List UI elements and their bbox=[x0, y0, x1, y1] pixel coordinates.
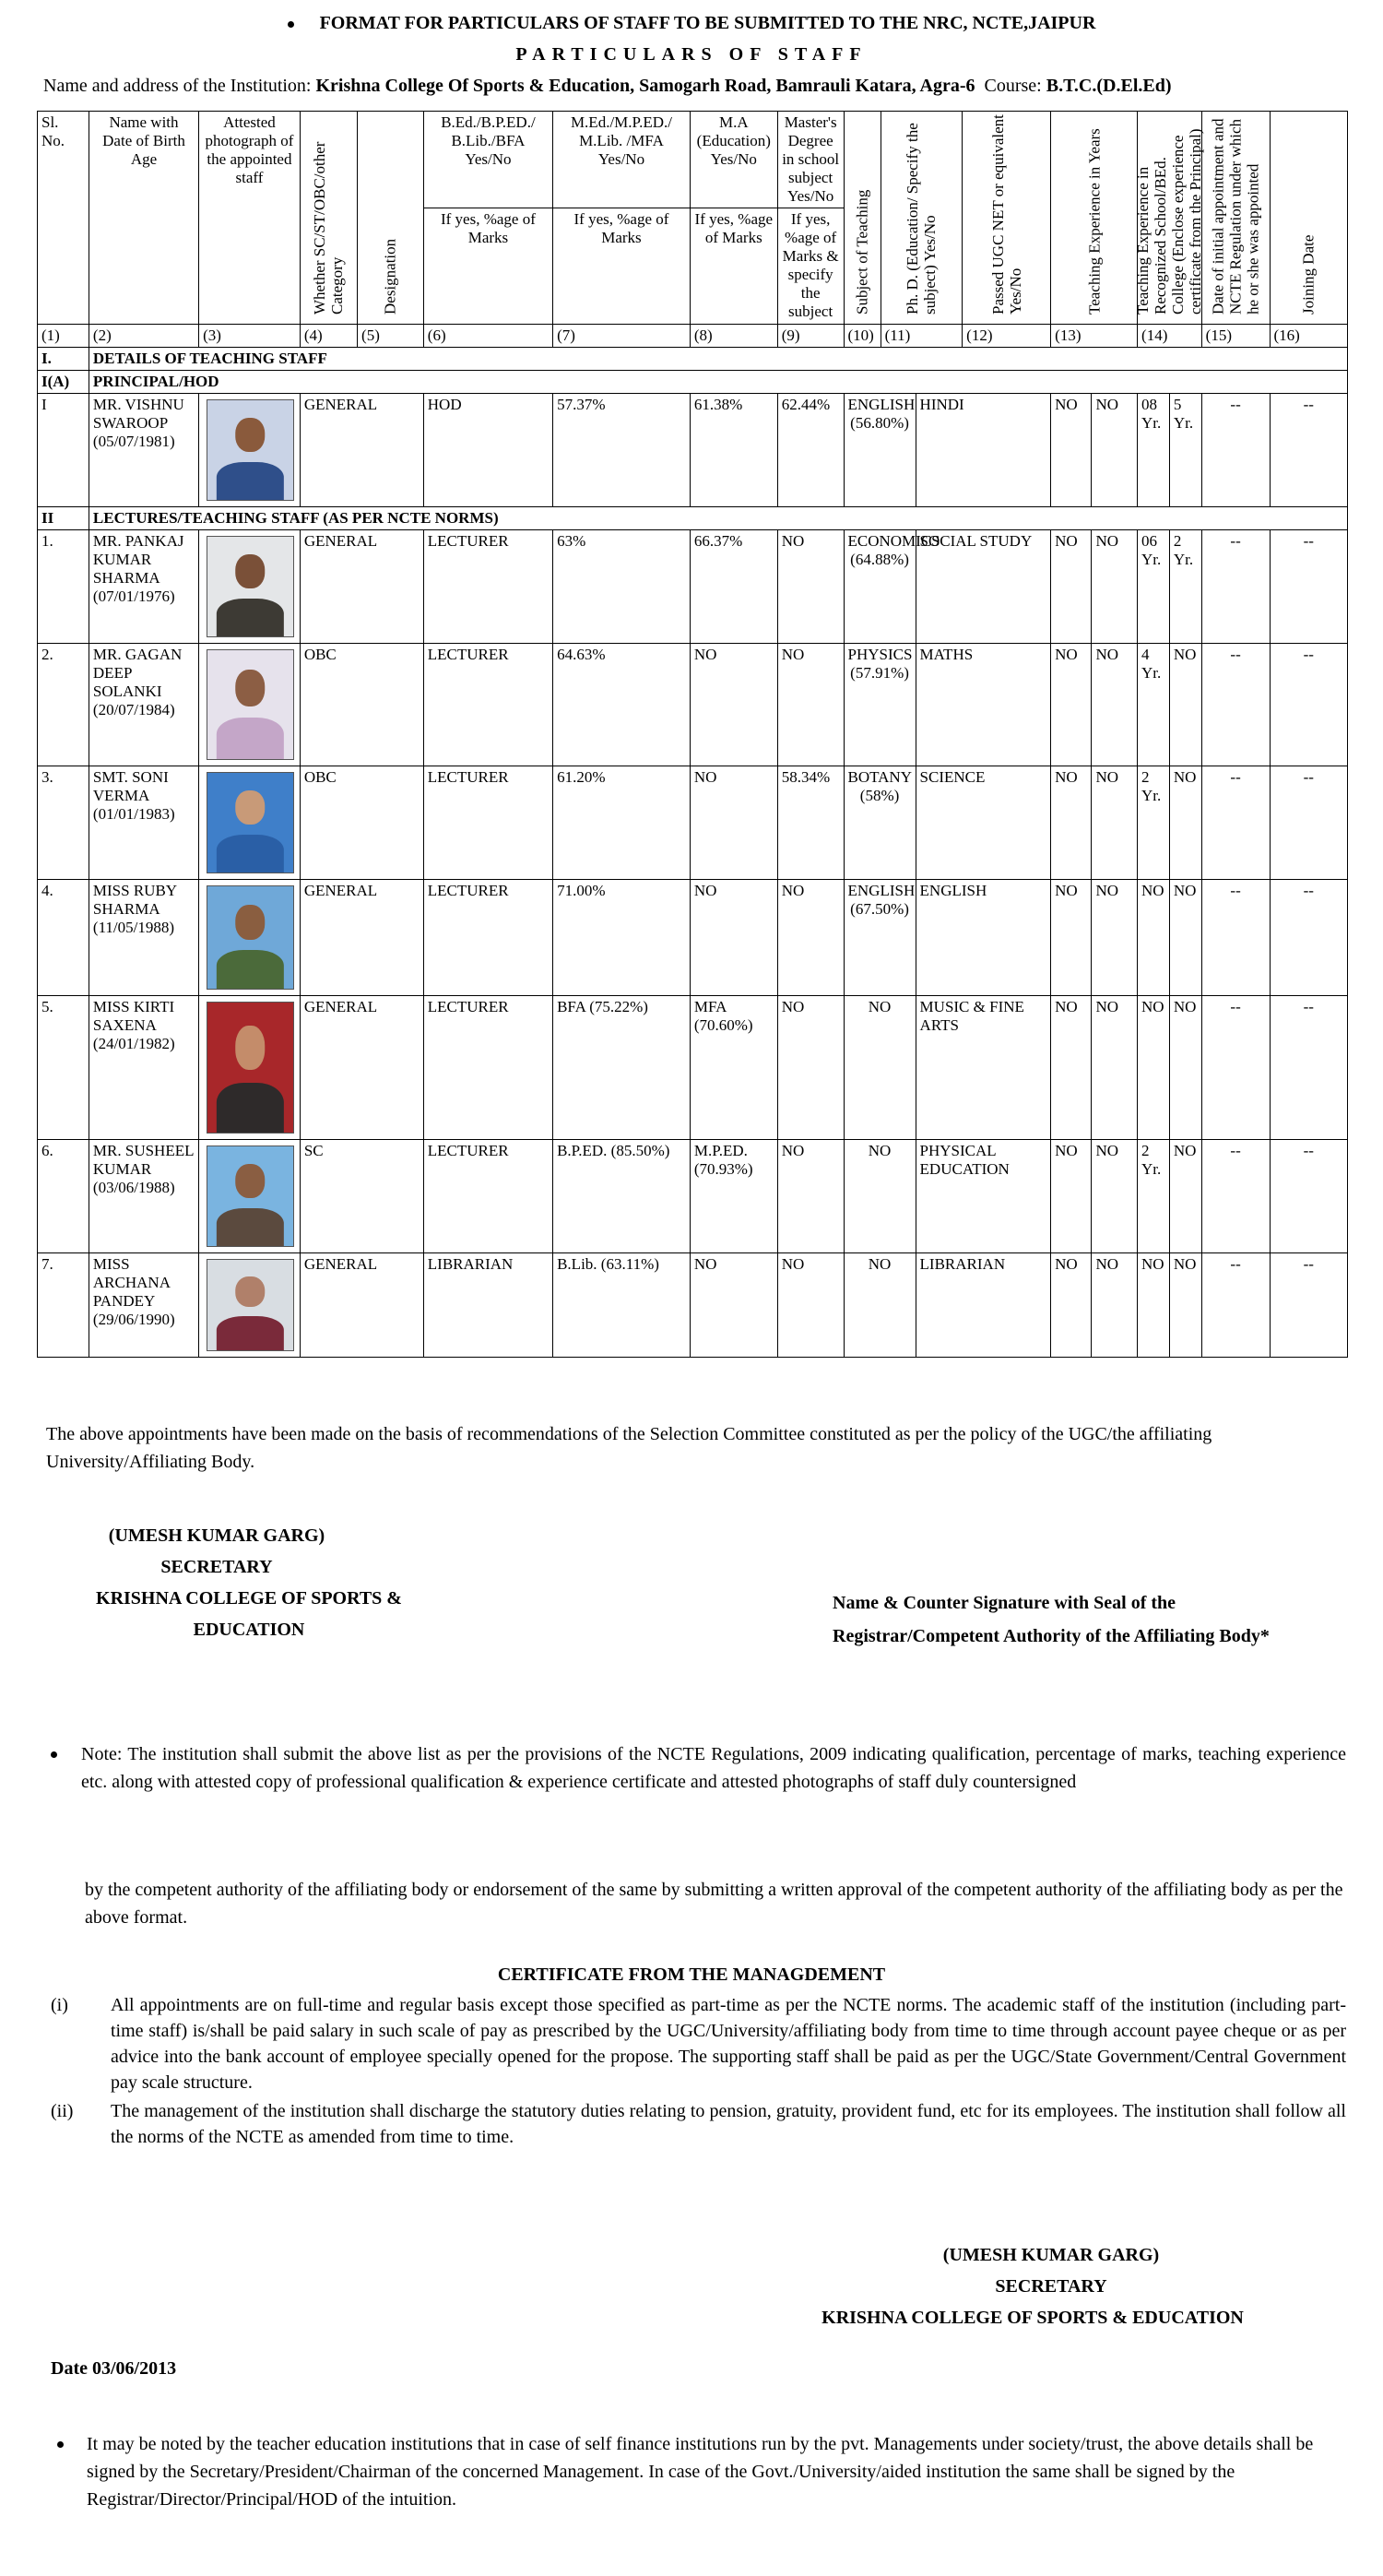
staff-phd: NO bbox=[1051, 644, 1092, 766]
staff-name: MISS RUBY SHARMA (11/05/1988) bbox=[89, 880, 198, 996]
staff-phd: NO bbox=[1051, 766, 1092, 880]
staff-photo bbox=[207, 1259, 294, 1351]
staff-experience-recognized: NO bbox=[1169, 766, 1201, 880]
col-number: (15) bbox=[1201, 325, 1270, 348]
photo-cell bbox=[199, 644, 301, 766]
signatory-org: KRISHNA COLLEGE OF SPORTS & EDUCATION bbox=[96, 1588, 402, 1640]
staff-category: SC bbox=[300, 1140, 423, 1253]
staff-number: I bbox=[38, 394, 89, 507]
header-med-sub: If yes, %age of Marks bbox=[553, 208, 691, 325]
signatory-title: SECRETARY bbox=[995, 2276, 1107, 2297]
staff-category: GENERAL bbox=[300, 1253, 423, 1358]
header-bed-sub: If yes, %age of Marks bbox=[423, 208, 552, 325]
staff-joining-date: -- bbox=[1270, 996, 1348, 1140]
certificate-item bbox=[51, 2098, 1346, 2150]
form-title bbox=[0, 13, 1383, 34]
staff-ugc: NO bbox=[1092, 766, 1138, 880]
staff-ma: NO bbox=[777, 644, 844, 766]
staff-experience: NO bbox=[1138, 880, 1170, 996]
photo-head bbox=[236, 554, 266, 588]
staff-name: MR. VISHNU SWAROOP (05/07/1981) bbox=[89, 394, 198, 507]
col-number: (5) bbox=[358, 325, 424, 348]
certificate-item-text: The management of the institution shall discharge the statutory duties relating to pension, gratuity, provident fund, etc for its employees. The institution shall follow all the norms of the NCTE as amended from time to time. bbox=[111, 2101, 1346, 2147]
section-row bbox=[38, 371, 1348, 394]
staff-name: MR. GAGAN DEEP SOLANKI (20/07/1984) bbox=[89, 644, 198, 766]
header-experience: Teaching Experience in Years bbox=[1051, 112, 1138, 325]
date-line: Date 03/06/2013 bbox=[51, 2358, 177, 2379]
staff-masters: NO bbox=[844, 1140, 916, 1253]
photo-cell bbox=[199, 1253, 301, 1358]
header-subject: Subject of Teaching bbox=[844, 112, 881, 325]
staff-masters: NO bbox=[844, 1253, 916, 1358]
header-med: M.Ed./M.P.ED./ M.Lib. /MFA Yes/No bbox=[553, 112, 691, 208]
staff-number: 6. bbox=[38, 1140, 89, 1253]
signatory-title: SECRETARY bbox=[160, 1557, 273, 1577]
institution-label: Name and address of the Institution: bbox=[43, 76, 312, 96]
staff-category: GENERAL bbox=[300, 996, 423, 1140]
table-row bbox=[38, 530, 1348, 644]
staff-name: SMT. SONI VERMA (01/01/1983) bbox=[89, 766, 198, 880]
staff-date-initial: -- bbox=[1201, 880, 1270, 996]
staff-masters: ENGLISH (67.50%) bbox=[844, 880, 916, 996]
staff-category: GENERAL bbox=[300, 394, 423, 507]
staff-subject: SCIENCE bbox=[916, 766, 1051, 880]
photo-body bbox=[217, 599, 283, 636]
staff-number: 5. bbox=[38, 996, 89, 1140]
staff-ugc: NO bbox=[1092, 530, 1138, 644]
counter-signature-line1: Name & Counter Signature with Seal of the bbox=[833, 1593, 1176, 1613]
staff-med: MFA (70.60%) bbox=[690, 996, 777, 1140]
staff-photo bbox=[207, 536, 294, 637]
staff-med: NO bbox=[690, 644, 777, 766]
col-number: (9) bbox=[777, 325, 844, 348]
photo-head bbox=[236, 905, 266, 940]
header-category: Whether SC/ST/OBC/other Category bbox=[300, 112, 357, 325]
photo-head bbox=[236, 418, 266, 452]
header-row bbox=[38, 112, 1348, 208]
certificate-item-number: (i) bbox=[51, 1995, 68, 2015]
staff-med: 66.37% bbox=[690, 530, 777, 644]
col-number: (1) bbox=[38, 325, 89, 348]
staff-subject: LIBRARIAN bbox=[916, 1253, 1051, 1358]
signatory-name: (UMESH KUMAR GARG) bbox=[108, 1525, 325, 1546]
staff-date-initial: -- bbox=[1201, 394, 1270, 507]
staff-experience-recognized: 2 Yr. bbox=[1169, 530, 1201, 644]
section-number: I(A) bbox=[38, 371, 89, 394]
staff-experience-recognized: NO bbox=[1169, 1253, 1201, 1358]
photo-cell bbox=[199, 766, 301, 880]
staff-number: 7. bbox=[38, 1253, 89, 1358]
note-text: Note: The institution shall submit the above list as per the provisions of the NCTE Regulations, 2009 indicating qualification, percentage of marks, teaching experience etc. along with attested copy of professional qualification & experience certificate and attested photographs of staff duly countersigned bbox=[81, 1744, 1346, 1792]
staff-med: M.P.ED. (70.93%) bbox=[690, 1140, 777, 1253]
col-number: (8) bbox=[690, 325, 777, 348]
staff-experience: 2 Yr. bbox=[1138, 1140, 1170, 1253]
staff-masters: BOTANY (58%) bbox=[844, 766, 916, 880]
table-row bbox=[38, 1140, 1348, 1253]
course-label: Course: bbox=[984, 76, 1042, 96]
table-row bbox=[38, 766, 1348, 880]
staff-designation: HOD bbox=[423, 394, 552, 507]
staff-ugc: NO bbox=[1092, 1253, 1138, 1358]
staff-date-initial: -- bbox=[1201, 644, 1270, 766]
staff-date-initial: -- bbox=[1201, 1140, 1270, 1253]
staff-photo bbox=[207, 885, 294, 990]
staff-med: NO bbox=[690, 880, 777, 996]
header-ugc: Passed UGC NET or equivalent Yes/No bbox=[963, 112, 1051, 325]
section-number: I. bbox=[38, 348, 89, 371]
staff-ma: 58.34% bbox=[777, 766, 844, 880]
staff-masters: ECONOMICS (64.88%) bbox=[844, 530, 916, 644]
staff-ma: 62.44% bbox=[777, 394, 844, 507]
col-number: (2) bbox=[89, 325, 198, 348]
staff-phd: NO bbox=[1051, 394, 1092, 507]
staff-category: OBC bbox=[300, 644, 423, 766]
staff-rows bbox=[38, 530, 1348, 1358]
staff-date-initial: -- bbox=[1201, 766, 1270, 880]
header-masters-sub: If yes, %age of Marks & specify the subject bbox=[777, 208, 844, 325]
appointments-statement: The above appointments have been made on the basis of recommendations of the Selection Committee constituted as per the policy of the UGC/the affiliating University/Affiliating Body. bbox=[46, 1424, 1212, 1472]
bullet-icon bbox=[288, 21, 294, 28]
col-number: (14) bbox=[1138, 325, 1202, 348]
staff-phd: NO bbox=[1051, 1140, 1092, 1253]
photo-body bbox=[217, 950, 283, 989]
table-row bbox=[38, 880, 1348, 996]
staff-name: MISS ARCHANA PANDEY (29/06/1990) bbox=[89, 1253, 198, 1358]
header-photo: Attested photograph of the appointed staff bbox=[199, 112, 301, 325]
staff-experience: 4 Yr. bbox=[1138, 644, 1170, 766]
header-phd: Ph. D. (Education/ Specify the subject) Yes/No bbox=[881, 112, 963, 325]
signatory-block bbox=[51, 1520, 447, 1645]
staff-name: MR. PANKAJ KUMAR SHARMA (07/01/1976) bbox=[89, 530, 198, 644]
staff-bed: 57.37% bbox=[553, 394, 691, 507]
staff-subject: MATHS bbox=[916, 644, 1051, 766]
staff-table bbox=[37, 111, 1348, 1358]
staff-ma: NO bbox=[777, 1253, 844, 1358]
section-title: LECTURES/TEACHING STAFF (AS PER NCTE NORMS) bbox=[89, 507, 1347, 530]
photo-cell bbox=[199, 530, 301, 644]
signatory-org: KRISHNA COLLEGE OF SPORTS & EDUCATION bbox=[822, 2308, 1244, 2328]
staff-phd: NO bbox=[1051, 1253, 1092, 1358]
section-title: PRINCIPAL/HOD bbox=[89, 371, 1347, 394]
staff-photo bbox=[207, 772, 294, 873]
table-row bbox=[38, 1253, 1348, 1358]
staff-date-initial: -- bbox=[1201, 996, 1270, 1140]
header-ma: M.A (Education) Yes/No bbox=[690, 112, 777, 208]
header-designation: Designation bbox=[358, 112, 424, 325]
staff-phd: NO bbox=[1051, 530, 1092, 644]
staff-bed: BFA (75.22%) bbox=[553, 996, 691, 1140]
course-value: B.T.C.(D.El.Ed) bbox=[1046, 76, 1172, 96]
photo-body bbox=[217, 462, 283, 500]
staff-experience: 2 Yr. bbox=[1138, 766, 1170, 880]
staff-number: 1. bbox=[38, 530, 89, 644]
staff-experience: 06 Yr. bbox=[1138, 530, 1170, 644]
staff-number: 2. bbox=[38, 644, 89, 766]
col-number: (13) bbox=[1051, 325, 1138, 348]
bullet-icon bbox=[57, 2441, 64, 2448]
certificate-item-text: All appointments are on full-time and regular basis except those specified as part-time as per the NCTE norms. The academic staff of the institution (including part-time staff) is/shall be paid salary in such scale of pay as prescribed by the UGC/University/affiliating body from time to time through account payee cheque or as per advice into the bank account of employee specially opened for the propose. The supporting staff shall be paid as per the UGC/State Government/Central Government pay scale structure. bbox=[111, 1995, 1346, 2093]
staff-date-initial: -- bbox=[1201, 1253, 1270, 1358]
certificate-title: CERTIFICATE FROM THE MANAGDEMENT bbox=[497, 1965, 886, 1985]
photo-body bbox=[217, 1083, 283, 1133]
staff-number: 3. bbox=[38, 766, 89, 880]
staff-category: GENERAL bbox=[300, 530, 423, 644]
staff-joining-date: -- bbox=[1270, 530, 1348, 644]
staff-med: 61.38% bbox=[690, 394, 777, 507]
photo-body bbox=[217, 718, 283, 759]
staff-ugc: NO bbox=[1092, 1140, 1138, 1253]
staff-ugc: NO bbox=[1092, 394, 1138, 507]
staff-experience-recognized: NO bbox=[1169, 996, 1201, 1140]
staff-designation: LECTURER bbox=[423, 1140, 552, 1253]
staff-phd: NO bbox=[1051, 996, 1092, 1140]
staff-category: GENERAL bbox=[300, 880, 423, 996]
staff-ugc: NO bbox=[1092, 644, 1138, 766]
staff-ma: NO bbox=[777, 1140, 844, 1253]
staff-joining-date: -- bbox=[1270, 766, 1348, 880]
table-row bbox=[38, 644, 1348, 766]
staff-bed: 71.00% bbox=[553, 880, 691, 996]
photo-head bbox=[236, 670, 266, 706]
photo-cell bbox=[199, 1140, 301, 1253]
header-experience-recognized: Teaching Experience in Recognized School/BEd. College (Enclose experience certificate from the Principal) bbox=[1138, 112, 1202, 325]
photo-body bbox=[217, 1316, 283, 1350]
form-title-text: FORMAT FOR PARTICULARS OF STAFF TO BE SUBMITTED TO THE NRC, NCTE,JAIPUR bbox=[319, 13, 1096, 33]
photo-head bbox=[236, 1276, 266, 1307]
staff-ma: NO bbox=[777, 996, 844, 1140]
institution-line bbox=[43, 76, 1172, 97]
photo-body bbox=[217, 835, 283, 873]
staff-photo bbox=[207, 649, 294, 760]
staff-experience-recognized: NO bbox=[1169, 1140, 1201, 1253]
staff-joining-date: -- bbox=[1270, 394, 1348, 507]
institution-value: Krishna College Of Sports & Education, Samogarh Road, Bamrauli Katara, Agra-6 bbox=[315, 76, 975, 96]
certificate-item bbox=[51, 1992, 1346, 2095]
principal-row bbox=[38, 394, 1348, 507]
signatory-block-bottom bbox=[793, 2239, 1272, 2333]
staff-designation: LECTURER bbox=[423, 880, 552, 996]
note-block bbox=[51, 1740, 1346, 1796]
staff-subject: SOCIAL STUDY bbox=[916, 530, 1051, 644]
staff-joining-date: -- bbox=[1270, 880, 1348, 996]
staff-number: 4. bbox=[38, 880, 89, 996]
staff-subject: PHYSICAL EDUCATION bbox=[916, 1140, 1051, 1253]
section-row bbox=[38, 348, 1348, 371]
section-row bbox=[38, 507, 1348, 530]
header-bed: B.Ed./B.P.ED./ B.Lib./BFA Yes/No bbox=[423, 112, 552, 208]
photo-cell bbox=[199, 394, 301, 507]
staff-phd: NO bbox=[1051, 880, 1092, 996]
staff-photo bbox=[207, 1002, 294, 1134]
staff-bed: B.Lib. (63.11%) bbox=[553, 1253, 691, 1358]
staff-experience: NO bbox=[1138, 996, 1170, 1140]
staff-joining-date: -- bbox=[1270, 644, 1348, 766]
photo-cell bbox=[199, 880, 301, 996]
photo-head bbox=[236, 790, 266, 825]
header-ma-sub: If yes, %age of Marks bbox=[690, 208, 777, 325]
bullet-icon bbox=[51, 1751, 57, 1758]
staff-designation: LECTURER bbox=[423, 530, 552, 644]
staff-joining-date: -- bbox=[1270, 1140, 1348, 1253]
col-number: (12) bbox=[963, 325, 1051, 348]
col-number: (10) bbox=[844, 325, 881, 348]
staff-subject: HINDI bbox=[916, 394, 1051, 507]
form-subtitle: PARTICULARS OF STAFF bbox=[515, 44, 868, 65]
staff-ugc: NO bbox=[1092, 996, 1138, 1140]
header-joining-date: Joining Date bbox=[1270, 112, 1348, 325]
staff-bed: B.P.ED. (85.50%) bbox=[553, 1140, 691, 1253]
staff-name: MISS KIRTI SAXENA (24/01/1982) bbox=[89, 996, 198, 1140]
staff-subject: MUSIC & FINE ARTS bbox=[916, 996, 1051, 1140]
staff-bed: 61.20% bbox=[553, 766, 691, 880]
staff-designation: LECTURER bbox=[423, 644, 552, 766]
counter-signature-line2: Registrar/Competent Authority of the Affiliating Body* bbox=[833, 1626, 1270, 1646]
staff-masters: NO bbox=[844, 996, 916, 1140]
footer-note bbox=[57, 2430, 1346, 2513]
col-number: (7) bbox=[553, 325, 691, 348]
photo-head bbox=[236, 1164, 266, 1198]
staff-photo bbox=[207, 1146, 294, 1247]
staff-name: MR. SUSHEEL KUMAR (03/06/1988) bbox=[89, 1140, 198, 1253]
photo-head bbox=[236, 1026, 266, 1070]
footer-note-text: It may be noted by the teacher education institutions that in case of self finance institutions run by the pvt. Managements under society/trust, the above details shall be signed by the Secretary/President/Chairman of the concerned Management. In case of the Govt./University/aided institution the same shall be signed by the Registrar/Director/Principal/HOD of the intuition. bbox=[87, 2434, 1314, 2510]
header-masters: Master's Degree in school subject Yes/No bbox=[777, 112, 844, 208]
header-name: Name with Date of Birth Age bbox=[89, 112, 198, 325]
staff-joining-date: -- bbox=[1270, 1253, 1348, 1358]
table-row bbox=[38, 996, 1348, 1140]
header-date-initial: Date of initial appointment and NCTE Regulation under which he or she was appointed bbox=[1201, 112, 1270, 325]
staff-subject: ENGLISH bbox=[916, 880, 1051, 996]
staff-ma: NO bbox=[777, 880, 844, 996]
staff-designation: LECTURER bbox=[423, 996, 552, 1140]
header-sl: Sl. No. bbox=[38, 112, 89, 325]
staff-designation: LECTURER bbox=[423, 766, 552, 880]
staff-experience: NO bbox=[1138, 1253, 1170, 1358]
staff-masters: PHYSICS (57.91%) bbox=[844, 644, 916, 766]
col-number: (6) bbox=[423, 325, 552, 348]
section-title: DETAILS OF TEACHING STAFF bbox=[89, 348, 1347, 371]
col-number: (16) bbox=[1270, 325, 1348, 348]
staff-ma: NO bbox=[777, 530, 844, 644]
counter-signature-block bbox=[833, 1586, 1270, 1653]
staff-bed: 64.63% bbox=[553, 644, 691, 766]
certificate-item-number: (ii) bbox=[51, 2101, 74, 2121]
staff-ugc: NO bbox=[1092, 880, 1138, 996]
column-number-row bbox=[38, 325, 1348, 348]
staff-category: OBC bbox=[300, 766, 423, 880]
col-number: (4) bbox=[300, 325, 357, 348]
staff-med: NO bbox=[690, 766, 777, 880]
staff-date-initial: -- bbox=[1201, 530, 1270, 644]
signatory-name: (UMESH KUMAR GARG) bbox=[942, 2245, 1160, 2265]
staff-med: NO bbox=[690, 1253, 777, 1358]
section-number: II bbox=[38, 507, 89, 530]
col-number: (11) bbox=[881, 325, 963, 348]
staff-photo bbox=[207, 399, 294, 501]
staff-designation: LIBRARIAN bbox=[423, 1253, 552, 1358]
note-continuation: by the competent authority of the affiliating body or endorsement of the same by submitting a written approval of the competent authority of the affiliating body as per the above format. bbox=[85, 1880, 1343, 1928]
staff-experience-recognized: 5 Yr. bbox=[1169, 394, 1201, 507]
staff-bed: 63% bbox=[553, 530, 691, 644]
col-number: (3) bbox=[199, 325, 301, 348]
photo-cell bbox=[199, 996, 301, 1140]
staff-masters: ENGLISH (56.80%) bbox=[844, 394, 916, 507]
staff-experience: 08 Yr. bbox=[1138, 394, 1170, 507]
staff-experience-recognized: NO bbox=[1169, 644, 1201, 766]
staff-experience-recognized: NO bbox=[1169, 880, 1201, 996]
photo-body bbox=[217, 1208, 283, 1246]
